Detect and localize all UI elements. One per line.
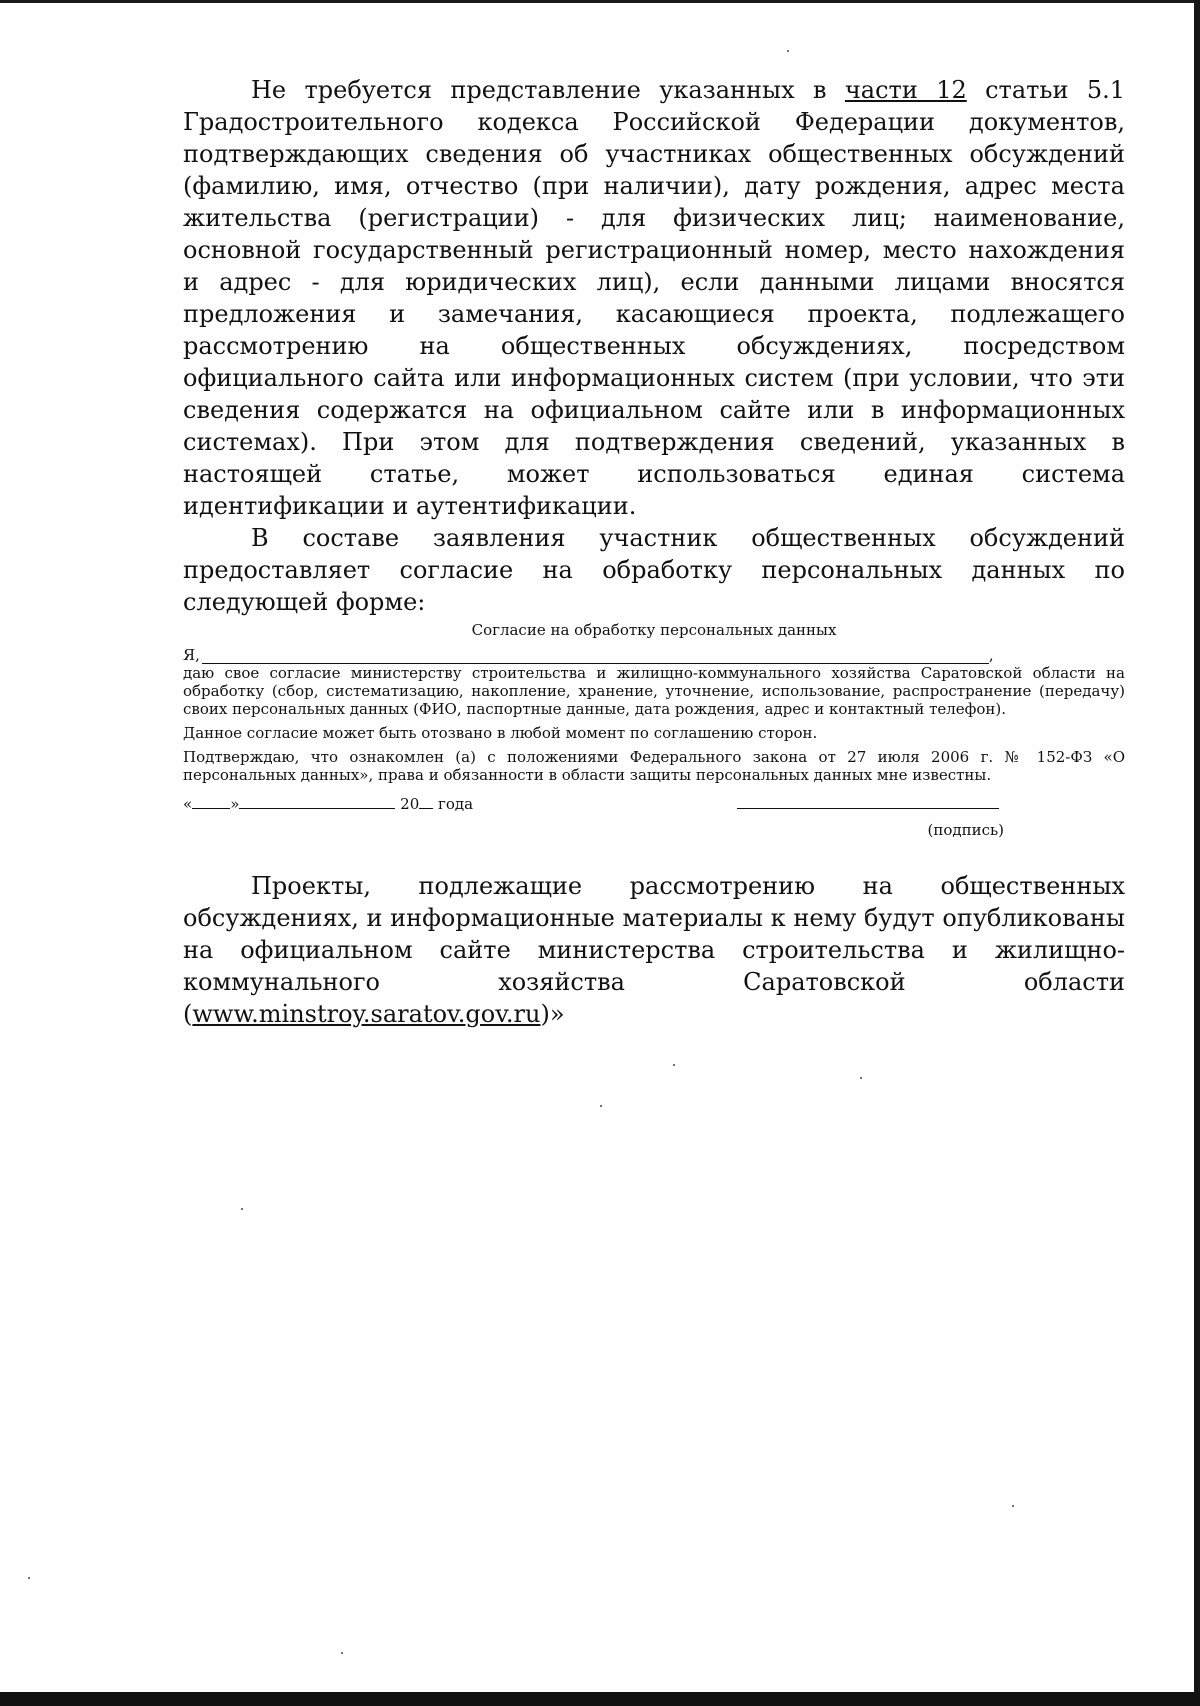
scan-speck	[1012, 1505, 1014, 1507]
year-suffix: года	[438, 795, 474, 813]
paragraph-text: Не требуется представление указанных в	[251, 76, 845, 104]
consent-confirm-text: Подтверждаю, что ознакомлен (а) с положениями Федерального закона от 27 июля 2006 г. № 152-ФЗ «О персональных данных», права и обязанности в области защиты персональных данных мне известны.	[183, 748, 1125, 784]
consent-form	[183, 620, 1125, 840]
consent-revoke-text: Данное согласие может быть отозвано в любой момент по соглашению сторон.	[183, 724, 818, 742]
paragraph-publication	[183, 870, 1125, 1030]
scan-speck	[787, 50, 789, 52]
comma-mark: ,	[988, 646, 994, 664]
date-signature-row	[183, 794, 1125, 818]
scan-speck	[241, 1208, 243, 1210]
scan-speck	[341, 1652, 343, 1654]
paragraph-text: Проекты, подлежащие рассмотрению на общественных обсуждениях, и информационные материалы к нему будут опубликованы на официальном сайте министерства строительства и жилищно-коммунального хозяйства Саратовской области (	[183, 872, 1125, 1028]
article-part-link[interactable]: части 12	[844, 76, 967, 104]
year-blank[interactable]	[419, 794, 433, 809]
scan-speck	[600, 1105, 602, 1107]
name-blank-line[interactable]	[202, 649, 989, 664]
paragraph-consent-intro: В составе заявления участник общественных обсуждений предоставляет согласие на обработку персональных данных по следующей форме:	[183, 524, 1125, 616]
scan-speck	[673, 1064, 675, 1066]
day-blank[interactable]	[192, 794, 230, 809]
year-prefix: 20	[400, 795, 420, 813]
scan-speck	[28, 1577, 30, 1579]
ministry-website-link[interactable]: www.minstroy.saratov.gov.ru	[192, 1000, 541, 1028]
document-body	[183, 74, 1125, 1030]
scan-edge-right	[1194, 0, 1200, 1706]
consent-text: даю свое согласие министерству строительства и жилищно-коммунального хозяйства Саратовской области на обработку (сбор, систематизацию, накопление, хранение, уточнение, использование, распространение (передачу) своих персональных данных (ФИО, паспортные данные, дата рождения, адрес и контактный телефон).	[183, 664, 1125, 718]
month-blank[interactable]	[239, 794, 395, 809]
paragraph-text: )»	[540, 1000, 565, 1028]
scan-speck	[860, 1077, 862, 1079]
quote-close: »	[230, 795, 240, 813]
signature-line[interactable]	[737, 808, 999, 809]
signature-caption: (подпись)	[927, 821, 1004, 839]
consent-form-title: Согласие на обработку персональных данных	[471, 621, 837, 639]
name-field-row	[183, 642, 1125, 664]
scan-edge-bottom	[0, 1692, 1200, 1706]
paragraph-requirements	[183, 74, 1125, 522]
paragraph-text: статьи 5.1 Градостроительного кодекса Российской Федерации документов, подтверждающих сведения об участниках общественных обсуждений (фамилию, имя, отчество (при наличии), дату рождения, адрес места жительства (регистрации) - для физических лиц; наименование, основной государственный регистрационный номер, место нахождения и адрес - для юридических лиц), если данными лицами вносятся предложения и замечания, касающиеся проекта, подлежащего рассмотрению на общественных обсуждениях, посредством официального сайта или информационных систем (при условии, что эти сведения содержатся на официальном сайте или в информационных системах). При этом для подтверждения сведений, указанных в настоящей статье, может использоваться единая система идентификации и аутентификации.	[183, 76, 1125, 520]
quote-open: «	[183, 795, 193, 813]
scan-edge-top	[0, 0, 1200, 3]
ya-label: Я,	[183, 646, 200, 664]
